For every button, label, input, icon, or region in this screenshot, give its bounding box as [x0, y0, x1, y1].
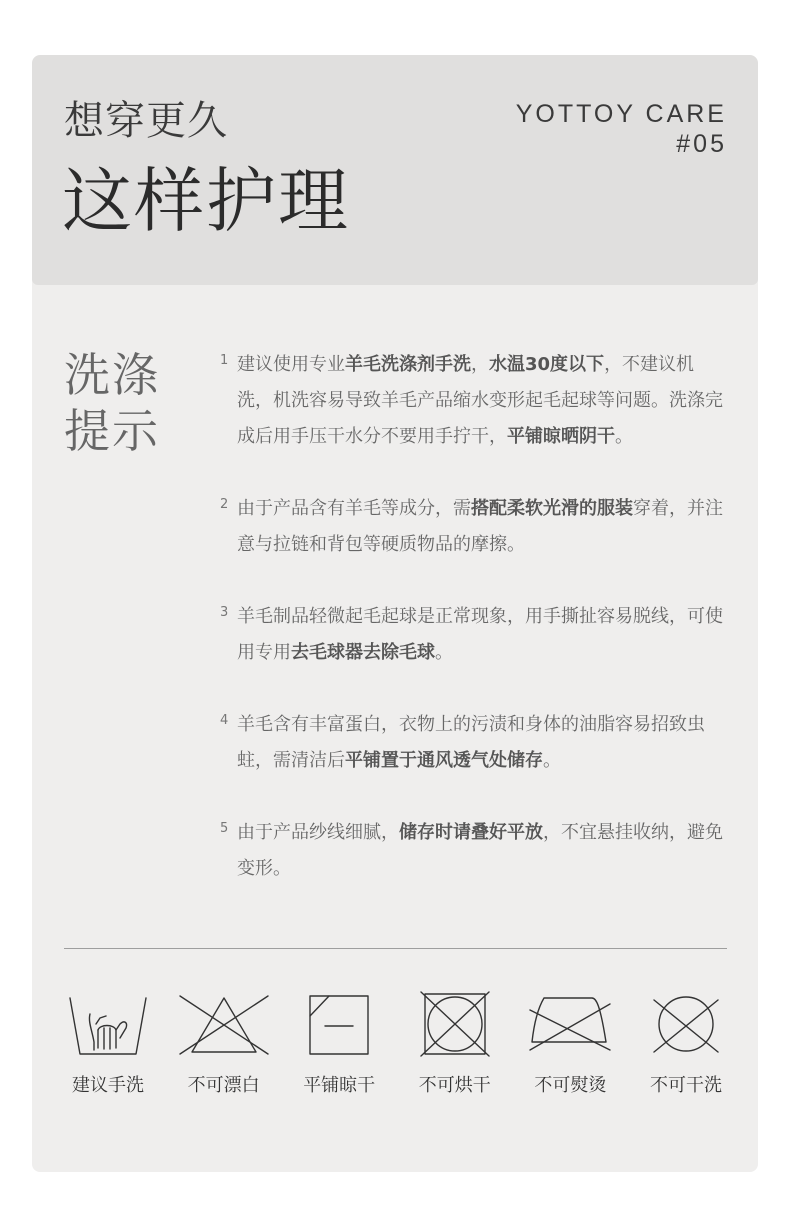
tip-highlight: 平铺晾晒阴干 [507, 426, 615, 447]
care-item-no-tumble-dry [401, 990, 509, 1098]
header-subtitle: 想穿更久 [64, 98, 228, 144]
no-tumble-dry-icon [407, 990, 503, 1060]
care-item-no-dry-clean [632, 990, 740, 1098]
tip-highlight: 水温30度以下 [489, 354, 605, 375]
header-title: 这样护理 [62, 160, 350, 242]
care-label: 平铺晾干 [303, 1075, 376, 1096]
tip-highlight: 羊毛洗涤剂手洗 [345, 354, 471, 375]
care-icons-row [54, 990, 740, 1098]
tip-run: 。 [615, 426, 633, 447]
tip-run: ，不建议机洗，机洗容易导致羊毛产品缩水变形起毛起球等问题。洗涤完成后用手压干水分不要用手拧干， [237, 354, 723, 447]
brand-name: YOTTOY CARE [515, 100, 727, 128]
tip-highlight: 去毛球器去除毛球 [291, 642, 435, 663]
tip-item [220, 815, 730, 887]
tip-text [237, 498, 723, 555]
tip-run: 穿着，并注意与拉链和背包等硬质物品的摩擦。 [237, 498, 723, 555]
tip-run: 建议使用专业 [237, 354, 345, 375]
tip-text [237, 606, 723, 663]
washing-tips-title [64, 347, 174, 459]
care-label: 不可漂白 [187, 1075, 260, 1096]
tip-highlight: 储存时请叠好平放 [399, 822, 543, 843]
tip-run: ， [471, 354, 489, 375]
care-item-hand-wash [54, 990, 162, 1098]
no-dry-clean-icon [638, 990, 734, 1060]
care-item-no-iron [516, 990, 624, 1098]
tip-highlight: 平铺置于通风透气处储存 [345, 750, 543, 771]
care-label: 建议手洗 [72, 1075, 144, 1096]
tip-run: 羊毛制品轻微起毛起球是正常现象，用手撕扯容易脱线，可使用专用 [237, 606, 723, 663]
tip-number: 1 [220, 353, 229, 368]
care-card [32, 55, 758, 1172]
tip-run: ，不宜悬挂收纳，避免变形。 [237, 822, 723, 879]
tip-item [220, 491, 730, 563]
tip-run: 。 [543, 750, 561, 771]
no-bleach-icon [176, 990, 272, 1060]
care-header [32, 55, 758, 285]
care-label: 不可烘干 [418, 1075, 491, 1096]
hand-wash-icon [60, 990, 156, 1060]
tip-run: 羊毛含有丰富蛋白，衣物上的污渍和身体的油脂容易招致虫蛀，需清洁后 [237, 714, 705, 771]
brand-label [516, 99, 727, 159]
tip-run: 由于产品含有羊毛等成分，需 [237, 498, 471, 519]
tip-number: 4 [220, 713, 229, 728]
tip-text [237, 354, 723, 447]
section-title-line-2: 提示 [64, 404, 160, 458]
care-item-no-bleach [170, 990, 278, 1098]
care-number: #05 [676, 130, 727, 158]
tip-number: 3 [220, 605, 229, 620]
tip-item [220, 347, 730, 455]
tip-highlight: 搭配柔软光滑的服装 [471, 498, 633, 519]
tip-item [220, 707, 730, 779]
no-iron-icon [522, 990, 618, 1060]
divider [64, 948, 727, 949]
dry-flat-icon [291, 990, 387, 1060]
tips-list [220, 347, 730, 923]
section-title-line-1: 洗涤 [64, 348, 160, 402]
tip-run: 。 [435, 642, 453, 663]
care-item-dry-flat [285, 990, 393, 1098]
tip-number: 5 [220, 821, 229, 836]
tip-text [237, 822, 723, 879]
tip-text [237, 714, 705, 771]
tip-run: 由于产品纱线细腻， [237, 822, 399, 843]
tip-item [220, 599, 730, 671]
tip-number: 2 [220, 497, 229, 512]
care-label: 不可干洗 [649, 1075, 722, 1096]
care-label: 不可熨烫 [534, 1075, 607, 1096]
